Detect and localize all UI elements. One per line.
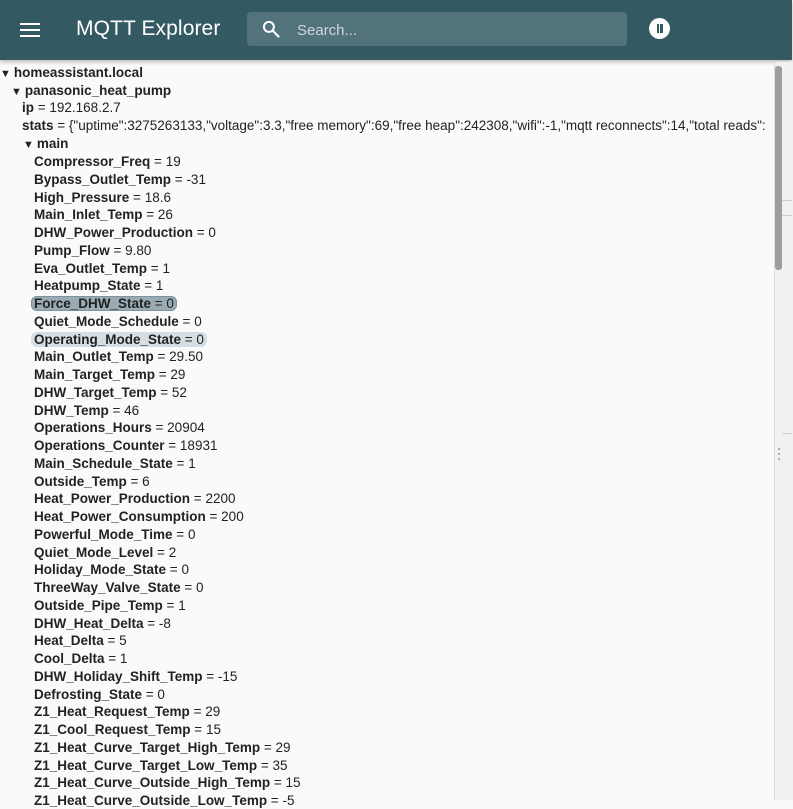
tree-node-entry[interactable] bbox=[34, 579, 204, 596]
topic-entry: High_Pressure = 18.6 bbox=[34, 189, 171, 205]
topic-entry: Pump_Flow = 9.80 bbox=[34, 242, 152, 258]
topic-entry: Cool_Delta = 1 bbox=[34, 651, 128, 666]
tree-node-entry[interactable] bbox=[34, 544, 176, 561]
resize-handle[interactable] bbox=[778, 448, 781, 462]
caret-down-icon[interactable]: ▼ bbox=[23, 139, 34, 151]
topic-key: Z1_Heat_Curve_Outside_High_Temp bbox=[34, 775, 271, 791]
topic-key: Z1_Heat_Curve_Target_Low_Temp bbox=[34, 757, 258, 773]
tree-node-entry[interactable] bbox=[34, 668, 237, 685]
topic-tree bbox=[0, 62, 774, 808]
topic-entry: Quiet_Mode_Level = 2 bbox=[34, 544, 177, 560]
side-divider bbox=[782, 433, 792, 434]
topic-entry: Heatpump_State = 1 bbox=[34, 278, 164, 294]
topic-entry: Heat_Power_Consumption = 200 bbox=[34, 509, 244, 524]
topic-key: Main_Target_Temp bbox=[34, 367, 156, 382]
topic-value: 1 bbox=[178, 597, 186, 613]
topic-entry: Outside_Pipe_Temp = 1 bbox=[34, 597, 186, 613]
tree-node-entry[interactable] bbox=[34, 792, 294, 809]
topic-value: -15 bbox=[217, 668, 238, 684]
topic-key: Operating_Mode_State bbox=[34, 331, 182, 347]
topic-key: DHW_Target_Temp bbox=[34, 384, 157, 400]
topic-entry: Powerful_Mode_Time = 0 bbox=[34, 526, 196, 542]
tree-node-entry[interactable] bbox=[34, 437, 217, 454]
caret-down-icon[interactable]: ▼ bbox=[0, 68, 11, 80]
root-label: homeassistant.local bbox=[13, 65, 143, 80]
topic-key: Z1_Heat_Request_Temp bbox=[34, 704, 190, 720]
menu-button[interactable] bbox=[14, 14, 46, 46]
topic-key: Z1_Heat_Curve_Outside_Low_Temp bbox=[34, 793, 268, 808]
topic-entry: ThreeWay_Valve_State = 0 bbox=[34, 580, 204, 595]
topic-entry: Defrosting_State = 0 bbox=[34, 686, 165, 702]
topic-value: 0 bbox=[181, 562, 189, 578]
topic-key: ThreeWay_Valve_State bbox=[34, 580, 181, 595]
topic-key: DHW_Holiday_Shift_Temp bbox=[34, 668, 203, 684]
topic-value: 1 bbox=[188, 455, 196, 471]
topic-value: 29 bbox=[275, 739, 291, 755]
side-divider bbox=[782, 215, 792, 216]
topic-key: Pump_Flow bbox=[34, 242, 110, 258]
topic-key: DHW_Heat_Delta bbox=[34, 615, 144, 631]
tree-node-entry[interactable] bbox=[34, 561, 189, 578]
device-label: panasonic_heat_pump bbox=[24, 83, 172, 98]
topic-key: Main_Schedule_State bbox=[34, 455, 173, 471]
side-divider bbox=[782, 200, 792, 201]
tree-node-entry[interactable] bbox=[34, 721, 221, 738]
topic-key: Heat_Power_Consumption bbox=[34, 509, 206, 524]
topic-value: 2200 bbox=[205, 491, 236, 507]
topic-entry: Outside_Temp = 6 bbox=[34, 473, 150, 489]
topic-key: Outside_Temp bbox=[34, 473, 127, 489]
tree-node-entry[interactable] bbox=[34, 739, 291, 756]
topic-value: 35 bbox=[272, 757, 288, 773]
tree-node-entry[interactable] bbox=[34, 277, 163, 294]
hamburger-icon bbox=[20, 23, 40, 25]
topic-key: Main_Inlet_Temp bbox=[34, 207, 143, 223]
tree-node-entry[interactable] bbox=[34, 526, 195, 543]
topic-value: 0 bbox=[157, 686, 165, 702]
topic-value: 15 bbox=[205, 722, 221, 737]
topic-value: 29.50 bbox=[169, 349, 203, 365]
topic-key: Eva_Outlet_Temp bbox=[34, 260, 148, 276]
tree-node-root[interactable] bbox=[0, 64, 143, 81]
search-input[interactable] bbox=[295, 12, 619, 48]
topic-value: 15 bbox=[285, 775, 301, 791]
topic-entry: Operations_Hours = 20904 bbox=[34, 420, 205, 436]
pause-button[interactable] bbox=[649, 18, 670, 39]
topic-key: Quiet_Mode_Schedule bbox=[34, 313, 179, 329]
tree-node-entry[interactable] bbox=[34, 260, 170, 277]
topic-entry: Heat_Delta = 5 bbox=[34, 633, 127, 649]
topic-key: High_Pressure bbox=[34, 189, 130, 205]
topic-value: -31 bbox=[186, 171, 206, 187]
tree-node-entry[interactable] bbox=[34, 615, 171, 632]
topic-key: Quiet_Mode_Level bbox=[34, 544, 154, 560]
search-box[interactable] bbox=[247, 12, 627, 46]
pause-icon bbox=[657, 24, 660, 33]
topic-entry: Z1_Heat_Curve_Outside_High_Temp = 15 bbox=[34, 775, 301, 791]
topic-value: 9.80 bbox=[125, 242, 152, 258]
tree-node-entry[interactable] bbox=[34, 686, 165, 703]
topic-value: 19 bbox=[165, 154, 181, 169]
tree-node-entry[interactable] bbox=[34, 224, 216, 241]
topic-value: 1 bbox=[155, 278, 164, 294]
topic-key: Holiday_Mode_State bbox=[34, 562, 167, 578]
topic-key: Force_DHW_State bbox=[34, 296, 152, 311]
topic-key: DHW_Temp bbox=[34, 402, 109, 418]
tree-node-entry[interactable] bbox=[34, 757, 288, 774]
scrollbar-thumb[interactable] bbox=[775, 66, 782, 270]
topic-entry: Z1_Heat_Request_Temp = 29 bbox=[34, 704, 221, 720]
topic-key: Cool_Delta bbox=[34, 651, 105, 666]
topic-entry: Main_Outlet_Temp = 29.50 bbox=[34, 349, 203, 365]
topic-entry: DHW_Power_Production = 0 bbox=[34, 225, 216, 240]
tree-node-entry[interactable] bbox=[34, 313, 202, 330]
topic-value: {"uptime":3275263133,"voltage":3.3,"free memory":69,"free heap":242308,"wifi":-1,"mqtt reconnects":14,"total reads": bbox=[68, 118, 766, 133]
tree-node-entry[interactable] bbox=[34, 490, 235, 507]
topic-key: Compressor_Freq bbox=[34, 154, 151, 169]
topic-entry: DHW_Holiday_Shift_Temp = -15 bbox=[34, 668, 238, 684]
main-label: main bbox=[36, 136, 69, 151]
topic-key: Operations_Counter bbox=[34, 438, 165, 453]
app-title: MQTT Explorer bbox=[76, 17, 221, 40]
topic-entry: Operations_Counter = 18931 bbox=[34, 438, 218, 453]
app-bar bbox=[0, 0, 792, 60]
topic-value: 46 bbox=[124, 402, 140, 418]
topic-value: 26 bbox=[157, 207, 173, 223]
tree-node-entry[interactable] bbox=[34, 171, 206, 188]
topic-key: ip bbox=[22, 100, 34, 115]
tree-node-stats[interactable]: stats = {"uptime":3275263133,"voltage":3.3,"free memory":69,"free heap":242308,"wifi":-1,"mqtt reconnects":14,"total reads": bbox=[22, 118, 766, 133]
topic-key: Heat_Power_Production bbox=[34, 491, 191, 507]
topic-key: Operations_Hours bbox=[34, 420, 152, 436]
tree-node-entry[interactable] bbox=[34, 295, 177, 312]
tree-node-device[interactable] bbox=[11, 82, 171, 99]
tree-node-entry[interactable] bbox=[34, 366, 185, 383]
topic-key: Powerful_Mode_Time bbox=[34, 526, 173, 542]
topic-entry: Main_Schedule_State = 1 bbox=[34, 455, 196, 471]
topic-value: 20904 bbox=[167, 420, 205, 436]
highlighted-topic: Operating_Mode_State = 0 bbox=[31, 332, 207, 347]
topic-entry: Main_Target_Temp = 29 bbox=[34, 367, 186, 382]
tree-node-ip[interactable]: ip = 192.168.2.7 bbox=[22, 100, 121, 115]
search-icon bbox=[261, 19, 281, 39]
tree-node-entry[interactable] bbox=[34, 455, 196, 472]
topic-value: 200 bbox=[221, 509, 244, 524]
topic-key: Defrosting_State bbox=[34, 686, 143, 702]
topic-entry: DHW_Heat_Delta = -8 bbox=[34, 615, 171, 631]
topic-key: Heatpump_State bbox=[34, 278, 141, 294]
tree-node-entry[interactable] bbox=[34, 597, 186, 614]
topic-entry: DHW_Target_Temp = 52 bbox=[34, 384, 187, 400]
topic-entry: Main_Inlet_Temp = 26 bbox=[34, 207, 173, 223]
caret-down-icon[interactable]: ▼ bbox=[11, 86, 22, 98]
topic-value: 192.168.2.7 bbox=[49, 100, 121, 115]
tree-node-entry[interactable] bbox=[34, 774, 301, 791]
topic-value: 1 bbox=[162, 260, 170, 276]
tree-node-entry[interactable] bbox=[34, 206, 173, 223]
topic-value: 18.6 bbox=[144, 189, 171, 205]
topic-value: 2 bbox=[168, 544, 177, 560]
topic-value: 29 bbox=[205, 704, 221, 720]
topic-value: 18931 bbox=[179, 438, 218, 453]
topic-value: 5 bbox=[119, 633, 127, 649]
topic-value: 0 bbox=[187, 526, 196, 542]
topic-key: Bypass_Outlet_Temp bbox=[34, 171, 172, 187]
selected-topic: Force_DHW_State = 0 bbox=[31, 296, 177, 311]
topic-value: -5 bbox=[282, 793, 295, 808]
topic-value: 1 bbox=[119, 651, 128, 666]
topic-key: Z1_Heat_Curve_Target_High_Temp bbox=[34, 739, 261, 755]
tree-node-main[interactable] bbox=[23, 135, 68, 152]
topic-value: 52 bbox=[171, 384, 187, 400]
topic-key: Z1_Cool_Request_Temp bbox=[34, 722, 191, 737]
topic-entry: Z1_Heat_Curve_Target_High_Temp = 29 bbox=[34, 739, 291, 755]
topic-key: DHW_Power_Production bbox=[34, 225, 194, 240]
tree-node-entry[interactable] bbox=[34, 331, 207, 348]
topic-key: Main_Outlet_Temp bbox=[34, 349, 154, 365]
topic-value: 0 bbox=[196, 331, 204, 347]
topic-value: 0 bbox=[166, 296, 174, 311]
topic-value: 0 bbox=[195, 580, 204, 595]
topic-entry: Holiday_Mode_State = 0 bbox=[34, 562, 189, 578]
topic-key: stats bbox=[22, 118, 54, 133]
topic-value: 0 bbox=[194, 313, 202, 329]
topic-entry: Compressor_Freq = 19 bbox=[34, 154, 181, 169]
tree-node-entry[interactable] bbox=[34, 632, 127, 649]
topic-value: 6 bbox=[142, 473, 150, 489]
topic-value: -8 bbox=[158, 615, 171, 631]
topic-key: Outside_Pipe_Temp bbox=[34, 597, 163, 613]
tree-node-entry[interactable] bbox=[34, 703, 220, 720]
tree-node-entry[interactable] bbox=[34, 384, 187, 401]
tree-node-entry[interactable] bbox=[34, 153, 181, 170]
tree-node-entry[interactable] bbox=[34, 508, 244, 525]
topic-entry: Bypass_Outlet_Temp = -31 bbox=[34, 171, 206, 187]
tree-node-entry[interactable] bbox=[34, 473, 150, 490]
tree-node-entry[interactable] bbox=[34, 189, 171, 206]
topic-value: 29 bbox=[170, 367, 186, 382]
tree-node-entry[interactable] bbox=[34, 242, 151, 259]
topic-entry: Heat_Power_Production = 2200 bbox=[34, 491, 236, 507]
tree-node-entry[interactable] bbox=[34, 419, 205, 436]
topic-entry: Z1_Heat_Curve_Outside_Low_Temp = -5 bbox=[34, 793, 295, 808]
topic-entry: Z1_Cool_Request_Temp = 15 bbox=[34, 722, 221, 737]
tree-node-entry[interactable] bbox=[34, 650, 127, 667]
topic-entry: DHW_Temp = 46 bbox=[34, 402, 140, 418]
tree-node-entry[interactable] bbox=[34, 402, 139, 419]
topic-key: Heat_Delta bbox=[34, 633, 104, 649]
topic-value: 0 bbox=[208, 225, 216, 240]
topic-entry: Eva_Outlet_Temp = 1 bbox=[34, 260, 170, 276]
topic-entry: Z1_Heat_Curve_Target_Low_Temp = 35 bbox=[34, 757, 288, 773]
tree-node-entry[interactable] bbox=[34, 348, 203, 365]
topic-entry: Quiet_Mode_Schedule = 0 bbox=[34, 313, 202, 329]
